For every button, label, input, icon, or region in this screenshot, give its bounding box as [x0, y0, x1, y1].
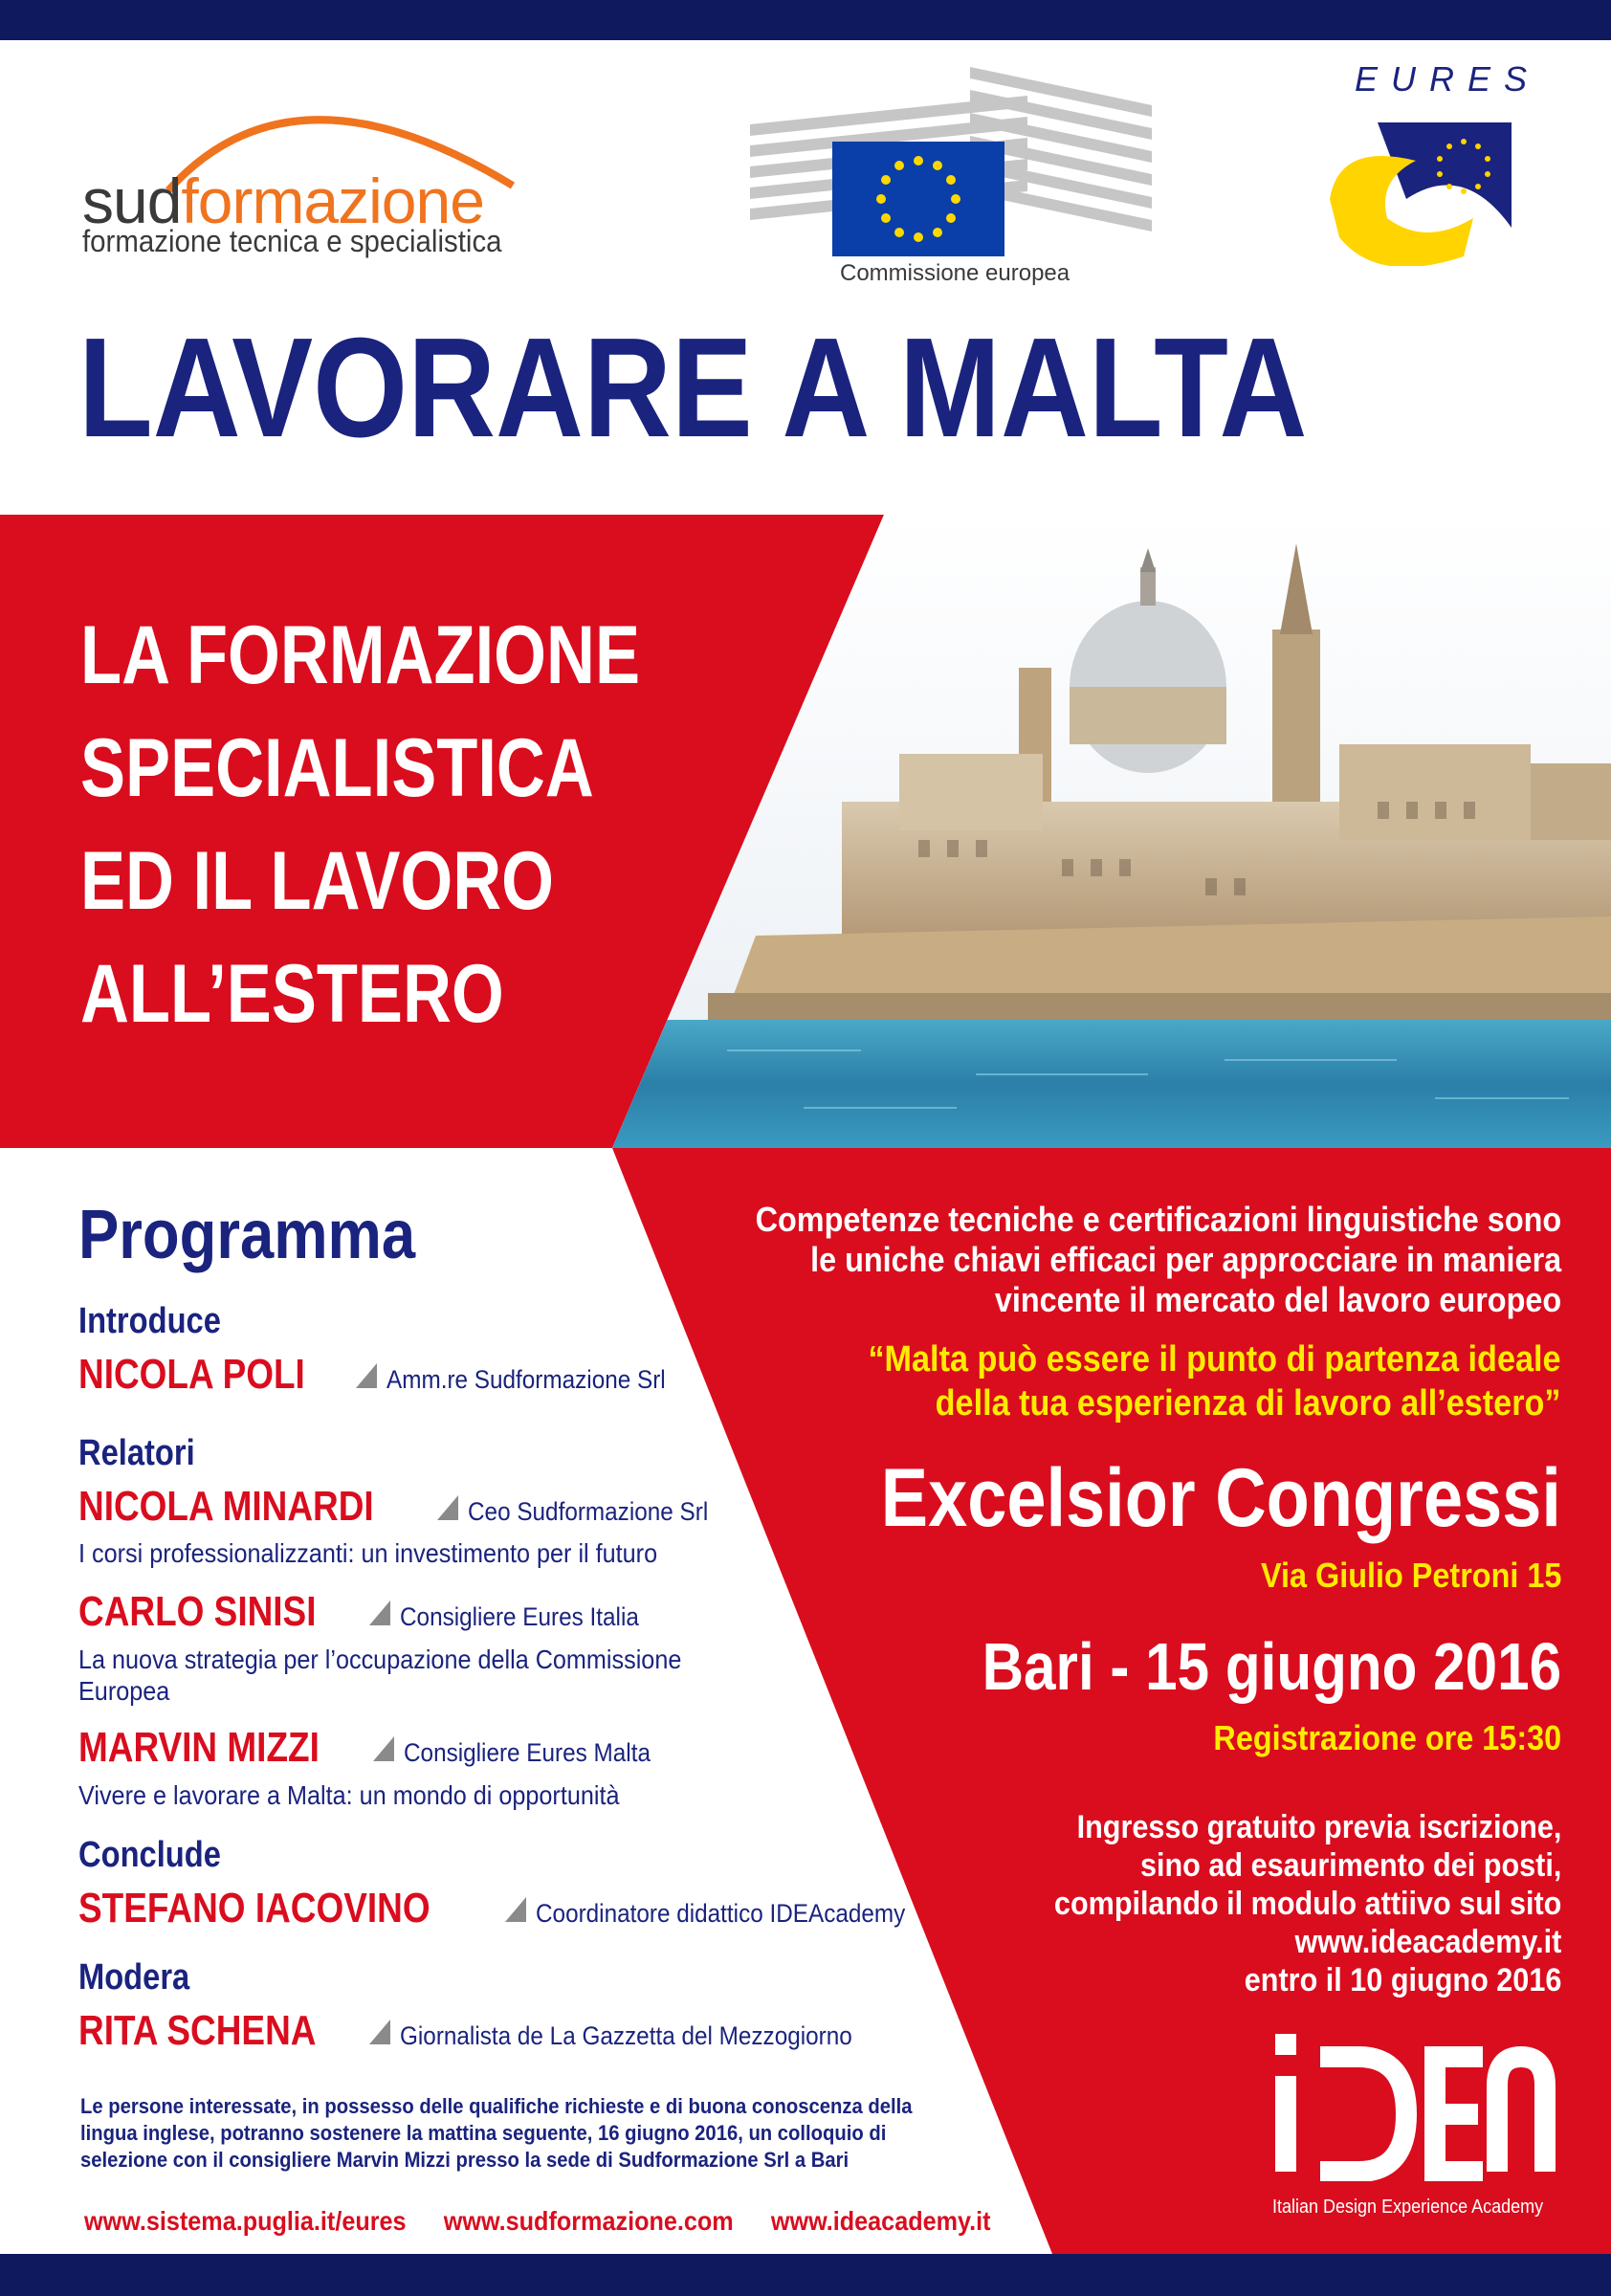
- selection-note-line: Le persone interessate, in possesso delle qualifiche richieste e di buona conoscenza della: [80, 2094, 913, 2118]
- speaker-topic-line: Europea: [78, 1676, 170, 1706]
- modera-label: Modera: [78, 1957, 190, 1998]
- speaker-rita-schena: [78, 2007, 902, 2055]
- idea-tagline: Italian Design Experience Academy: [1272, 2197, 1544, 2218]
- footer-link-eures[interactable]: www.sistema.puglia.it/eures: [84, 2206, 407, 2236]
- idea-logo: [1244, 2019, 1569, 2229]
- subtitle-line-2: SPECIALISTICA: [80, 722, 594, 814]
- footer-links: [84, 2206, 991, 2237]
- speaker-topic: [78, 1644, 681, 1707]
- programma-heading: Programma: [78, 1197, 416, 1273]
- speaker-role: Giornalista de La Gazzetta del Mezzogiorno: [399, 2021, 852, 2050]
- event-info-line: sino ad esaurimento dei posti,: [1139, 1847, 1561, 1884]
- sudformazione-logo: [82, 80, 580, 272]
- triangle-marker-icon: [369, 1601, 390, 1625]
- speaker-name: MARVIN MIZZI: [78, 1724, 320, 1771]
- event-info-line: entro il 10 giugno 2016: [1244, 1962, 1561, 1998]
- event-registration: Registrazione ore 15:30: [1213, 1718, 1561, 1757]
- ec-label: Commissione europea: [840, 260, 1070, 286]
- speaker-name: RITA SCHENA: [78, 2007, 317, 2054]
- speaker-name: STEFANO IACOVINO: [78, 1885, 430, 1932]
- triangle-marker-icon: [356, 1363, 377, 1388]
- event-intro-line: vincente il mercato del lavoro europeo: [994, 1280, 1561, 1319]
- european-commission-logo: [750, 67, 1161, 297]
- event-venue: Excelsior Congressi: [880, 1452, 1561, 1544]
- speaker-nicola-poli: [78, 1351, 696, 1399]
- subtitle-line-4: ALL’ESTERO: [80, 948, 504, 1040]
- event-intro-line: Competenze tecniche e certificazioni linguistiche sono: [755, 1200, 1561, 1239]
- event-date: Bari - 15 giugno 2016: [982, 1629, 1561, 1704]
- speaker-carlo-sinisi: [78, 1588, 665, 1636]
- event-quote-line: della tua esperienza di lavoro all’estero”: [936, 1383, 1561, 1424]
- speaker-nicola-minardi: [78, 1483, 736, 1531]
- idea-logo-mark: [1272, 2019, 1559, 2181]
- selection-note-line: selezione con il consigliere Marvin Mizzi presso la sede di Sudformazione Srl a Bari: [80, 2148, 850, 2172]
- triangle-marker-icon: [437, 1495, 458, 1520]
- event-intro: [755, 1200, 1561, 1320]
- selection-note: [80, 2093, 912, 2174]
- speaker-topic-line: La nuova strategia per l’occupazione della Commissione: [78, 1645, 682, 1674]
- speaker-name: NICOLA POLI: [78, 1351, 305, 1398]
- ec-building-icon: [750, 67, 1161, 258]
- event-info-line: Ingresso gratuito previa iscrizione,: [1076, 1809, 1561, 1845]
- eures-logo: [1320, 59, 1541, 260]
- sudformazione-tagline: formazione tecnica e specialistica: [82, 224, 502, 258]
- event-address: Via Giulio Petroni 15: [1260, 1556, 1561, 1595]
- subtitle-line-1: LA FORMAZIONE: [80, 609, 640, 701]
- speaker-role: Coordinatore didattico IDEAcademy: [535, 1899, 905, 1928]
- event-quote-line: “Malta può essere il punto di partenza ideale: [868, 1339, 1561, 1380]
- triangle-marker-icon: [373, 1736, 394, 1761]
- triangle-marker-icon: [505, 1897, 526, 1922]
- subtitle-block: [80, 599, 762, 1050]
- event-info: [1054, 1808, 1561, 1999]
- speaker-name: CARLO SINISI: [78, 1588, 317, 1635]
- triangle-marker-icon: [369, 2020, 390, 2044]
- introduce-label: Introduce: [78, 1301, 221, 1341]
- subtitle-line-3: ED IL LAVORO: [80, 835, 554, 927]
- main-title: LAVORARE A MALTA: [78, 309, 1308, 467]
- speaker-role: Consigliere Eures Malta: [403, 1738, 651, 1767]
- speaker-marvin-mizzi: [78, 1724, 677, 1772]
- event-info-line: compilando il modulo attiivo sul sito: [1053, 1886, 1561, 1922]
- sudformazione-wordmark: sudformazione: [82, 166, 484, 236]
- speaker-topic: Vivere e lavorare a Malta: un mondo di opportunità: [78, 1780, 620, 1810]
- footer-link-ideacademy[interactable]: www.ideacademy.it: [770, 2206, 991, 2236]
- speaker-stefano-iacovino: [78, 1885, 946, 1932]
- eures-hand-icon: [1320, 103, 1521, 266]
- footer-link-sudformazione[interactable]: www.sudformazione.com: [443, 2206, 734, 2236]
- speaker-role: Ceo Sudformazione Srl: [468, 1497, 709, 1526]
- event-info-link[interactable]: www.ideacademy.it: [1294, 1924, 1561, 1960]
- speaker-name: NICOLA MINARDI: [78, 1483, 374, 1530]
- speaker-topic: I corsi professionalizzanti: un investimento per il futuro: [78, 1538, 658, 1568]
- speaker-role: Amm.re Sudformazione Srl: [386, 1365, 666, 1394]
- selection-note-line: lingua inglese, potranno sostenere la mattina seguente, 16 giugno 2016, un colloquio di: [80, 2121, 887, 2145]
- eures-wordmark: EURES: [1355, 59, 1541, 99]
- conclude-label: Conclude: [78, 1835, 221, 1875]
- event-intro-line: le uniche chiavi efficaci per approcciare in maniera: [809, 1240, 1561, 1279]
- relatori-label: Relatori: [78, 1433, 195, 1473]
- speaker-role: Consigliere Eures Italia: [399, 1602, 639, 1631]
- event-quote: [869, 1337, 1561, 1425]
